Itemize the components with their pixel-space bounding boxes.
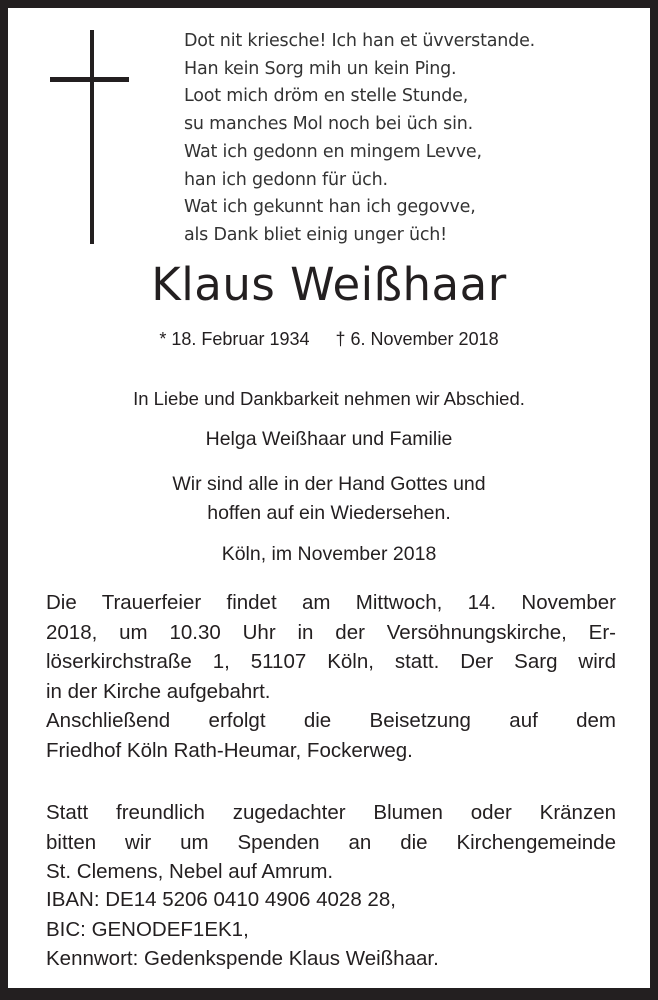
poem-line: Wat ich gekunnt han ich gegovve, [184,197,476,218]
poem-line: su manches Mol noch bei üch sin. [184,114,473,135]
deceased-name: Klaus Weißhaar [151,258,507,311]
faith-line: Wir sind alle in der Hand Gottes und [172,473,486,495]
bank-details [46,885,616,974]
poem-line: Han kein Sorg mih un kein Ping. [184,58,457,79]
cross-vertical-bar [90,30,94,244]
cross-horizontal-bar [50,77,129,82]
iban: IBAN: DE14 5206 0410 4906 4028 28, [46,888,396,911]
life-dates [8,329,650,350]
death-date: † 6. November 2018 [335,329,499,349]
donation-keyword: Kennwort: Gedenkspende Klaus Weißhaar. [46,947,439,970]
place-date: Köln, im November 2018 [221,543,437,565]
family-signature: Helga Weißhaar und Familie [205,428,453,450]
service-line: Friedhof Köln Rath-Heumar, Fockerweg. [46,738,413,762]
poem [184,28,535,250]
donation-line: Statt freundlich zugedachter Blumen oder Kränzen [46,801,616,824]
birth-date: * 18. Februar 1934 [159,329,310,349]
poem-line: als Dank bliet einig unger üch! [184,224,447,245]
obituary-notice [8,8,650,988]
donation-request [46,798,616,887]
service-line: Die Trauerfeier findet am Mittwoch, 14. November [46,591,616,614]
faith-line: hoffen auf ein Wiedersehen. [207,502,451,524]
service-line: Anschließend erfolgt die Beisetzung auf dem [46,709,616,732]
service-line: löserkirchstraße 1, 51107 Köln, statt. Der Sarg wird [46,650,616,673]
faith-statement [8,470,650,528]
poem-line: Dot nit kriesche! Ich han et üvverstande. [184,31,536,51]
farewell-text: In Liebe und Dankbarkeit nehmen wir Abschied. [133,388,525,409]
service-line: in der Kirche aufgebahrt. [46,679,271,703]
poem-line: han ich gedonn für üch. [184,169,388,190]
funeral-service-info [46,588,616,765]
poem-line: Loot mich dröm en stelle Stunde, [184,86,469,107]
donation-line: bitten wir um Spenden an die Kirchengemeinde [46,830,616,854]
service-line: 2018, um 10.30 Uhr in der Versöhnungskirche, Er- [46,620,616,644]
bic: BIC: GENODEF1EK1, [46,917,249,941]
poem-line: Wat ich gedonn en mingem Levve, [184,141,482,162]
donation-line: St. Clemens, Nebel auf Amrum. [46,860,334,883]
